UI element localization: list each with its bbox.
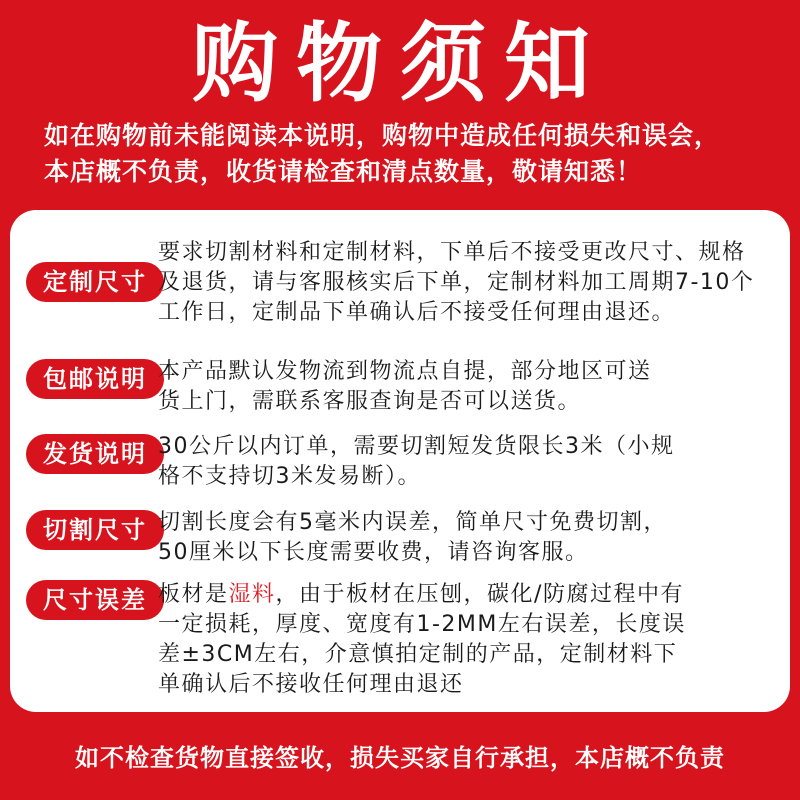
section-text <box>158 508 783 568</box>
highlight-text: 湿料 <box>228 582 276 607</box>
section-tag: 切割尺寸 <box>26 510 164 550</box>
section-text <box>158 238 783 328</box>
text-line: 一定损耗，厚度、宽度有1-2MM左右误差，长度误 <box>158 612 686 637</box>
section-text <box>158 432 783 492</box>
text-line: 切割长度会有5毫米内误差，简单尺寸免费切割， <box>158 510 667 535</box>
section-tag: 发货说明 <box>26 434 164 474</box>
text-line: 本产品默认发物流到物流点自提，部分地区可送 <box>158 359 652 384</box>
section-tag: 尺寸误差 <box>26 580 164 620</box>
text-span: 板材是 <box>158 582 229 607</box>
text-line: 30公斤以内订单，需要切割短发货限长3米（小规 <box>158 434 675 459</box>
section-tag: 包邮说明 <box>26 359 164 399</box>
page-title: 购物须知 <box>192 14 608 114</box>
text-line: 要求切割材料和定制材料，下单后不接受更改尺寸、规格 <box>158 240 746 265</box>
text-line: 单确认后不接收任何理由退还 <box>158 672 464 697</box>
text-line: 差±3CM左右，介意慎拍定制的产品，定制材料下 <box>158 642 678 667</box>
text-span: ，由于板材在压刨，碳化/防腐过程中有 <box>275 582 684 607</box>
text-line: 格不支持切3米发易断）。 <box>158 464 421 489</box>
notice-line: 如在购物前未能阅读本说明，购物中造成任何损失和误会， <box>44 121 721 150</box>
section-text <box>158 357 783 417</box>
footer-disclaimer: 如不检查货物直接签收，损失买家自行承担，本店概不负责 <box>75 744 725 772</box>
text-line: 货上门，需联系客服查询是否可以送货。 <box>158 389 582 414</box>
purchase-notice <box>44 118 784 190</box>
section-tag: 定制尺寸 <box>26 262 164 302</box>
text-line: 及退货，请与客服核实后下单，定制材料加工周期7-10个 <box>158 270 755 295</box>
text-line: 50厘米以下长度需要收费，请咨询客服。 <box>158 540 589 565</box>
terms-panel <box>10 210 790 712</box>
text-line <box>158 580 783 610</box>
notice-line: 本店概不负责，收货请检查和清点数量，敬请知悉！ <box>44 157 643 186</box>
text-line: 工作日，定制品下单确认后不接受任何理由退还。 <box>158 300 676 325</box>
section-text <box>158 580 783 700</box>
